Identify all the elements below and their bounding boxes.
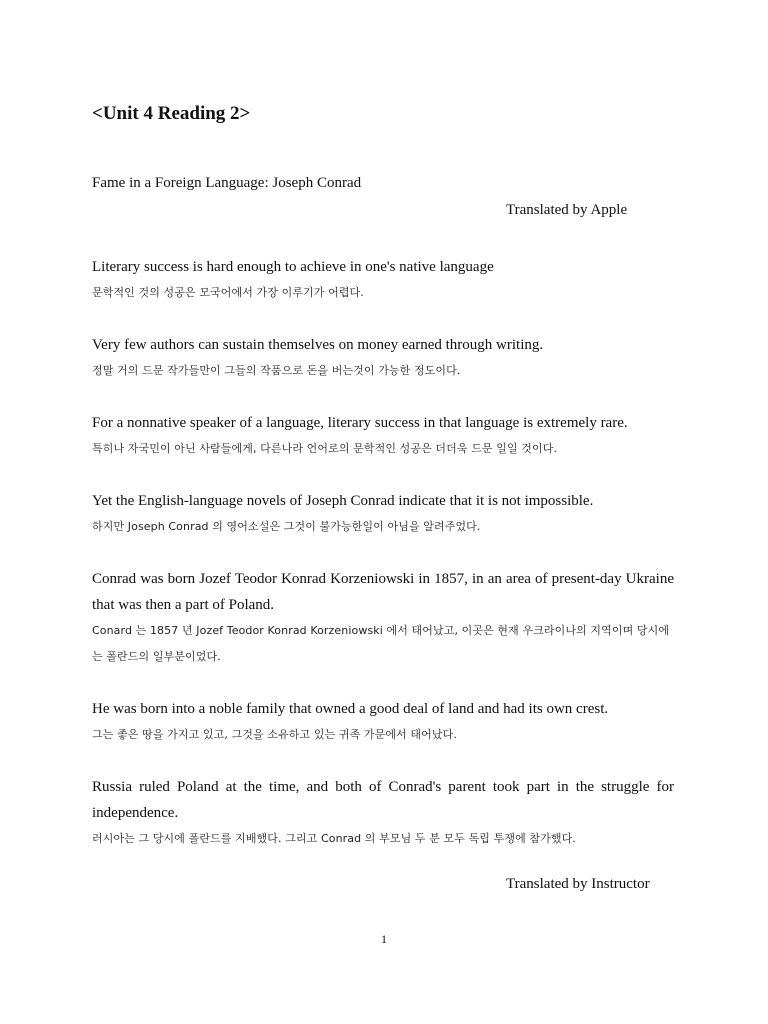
- english-sentence: Russia ruled Poland at the time, and both of Conrad's parent took part in the struggle for independence.: [92, 779, 674, 821]
- english-sentence: He was born into a noble family that owned a good deal of land and had its own crest.: [92, 701, 609, 717]
- english-sentence: For a nonnative speaker of a language, literary success in that language is extremely rare.: [92, 415, 628, 431]
- english-sentence: Yet the English-language novels of Joseph Conrad indicate that it is not impossible.: [92, 493, 594, 509]
- english-sentence: Literary success is hard enough to achieve in one's native language: [92, 259, 494, 275]
- paragraph-1: [92, 254, 674, 306]
- reading-subtitle: Fame in a Foreign Language: Joseph Conrad: [92, 175, 362, 191]
- korean-translation: 문학적인 것의 성공은 모국어에서 가장 이루기가 어렵다.: [92, 286, 364, 299]
- korean-translation: 러시아는 그 당시에 폴란드를 지배했다. 그리고 Conrad 의 부모님 두 분 모두 독립 투쟁에 참가했다.: [92, 832, 576, 845]
- paragraph-3: [92, 410, 674, 462]
- korean-translation: 특히나 자국민이 아닌 사람들에게, 다른나라 언어로의 문학적인 성공은 더더욱 드문 일일 것이다.: [92, 442, 558, 455]
- paragraph-7: [92, 774, 674, 852]
- paragraph-4: [92, 488, 674, 540]
- page-title: <Unit 4 Reading 2>: [92, 103, 251, 124]
- korean-translation: 정말 거의 드문 작가들만이 그들의 작품으로 돈을 버는것이 가능한 정도이다.: [92, 364, 461, 377]
- korean-translation: Conard 는 1857 년 Jozef Teodor Konrad Korzeniowski 에서 태어났고, 이곳은 현재 우크라이나의 지역이며 당시에는 폴란드의 일부분이었다.: [92, 624, 670, 663]
- korean-translation: 하지만 Joseph Conrad 의 영어소설은 그것이 불가능한일이 아님을 알려주었다.: [92, 520, 481, 533]
- paragraph-2: [92, 332, 674, 384]
- english-sentence: Conrad was born Jozef Teodor Konrad Korzeniowski in 1857, in an area of present-day Ukraine that was then a part of Poland.: [92, 571, 674, 613]
- reading-body: [92, 254, 674, 878]
- english-sentence: Very few authors can sustain themselves on money earned through writing.: [92, 337, 544, 353]
- translator-credit-bottom: Translated by Instructor: [506, 876, 650, 892]
- korean-translation: 그는 좋은 땅을 가지고 있고, 그것을 소유하고 있는 귀족 가문에서 태어났다.: [92, 728, 457, 741]
- page-number: 1: [381, 932, 387, 946]
- paragraph-6: [92, 696, 674, 748]
- paragraph-5: [92, 566, 674, 670]
- translator-credit-top: Translated by Apple: [506, 202, 628, 218]
